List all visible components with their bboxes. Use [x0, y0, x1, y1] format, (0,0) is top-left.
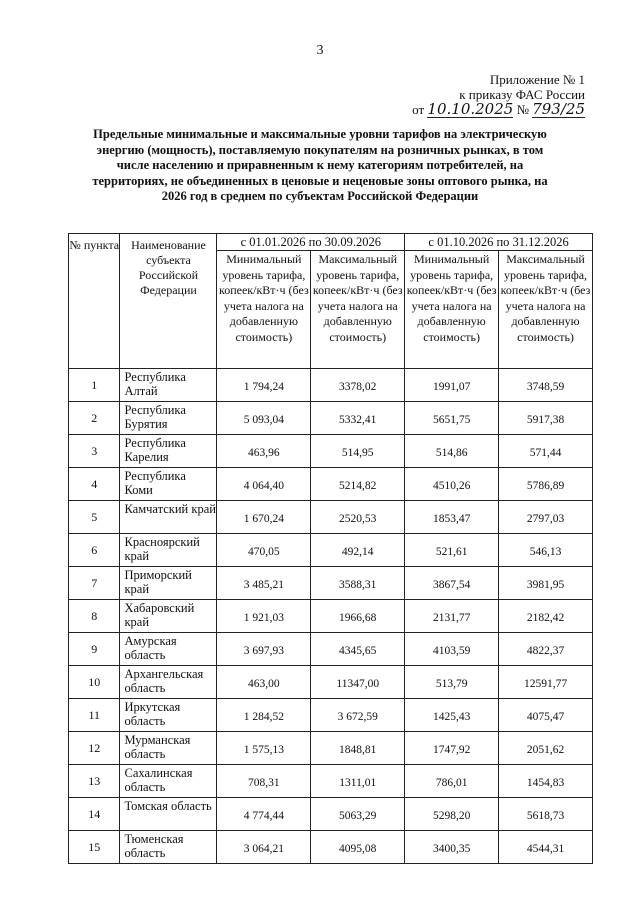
- page-number: 3: [316, 43, 324, 58]
- max-tariff-period-2: 2051,62: [499, 732, 593, 765]
- min-tariff-period-2: 4510,26: [405, 468, 499, 501]
- min-tariff-period-1: 3 697,93: [217, 633, 311, 666]
- max-tariff-period-1: 5332,41: [311, 402, 405, 435]
- header-max-period-1: Максимальный уровень тарифа, копеек/кВт·ч (без учета налога на добавленную стоимость): [311, 251, 405, 369]
- table-row: [69, 369, 593, 402]
- min-tariff-period-2: 1425,43: [405, 699, 499, 732]
- min-tariff-period-1: 1 921,03: [217, 600, 311, 633]
- max-tariff-period-2: 5618,73: [499, 798, 593, 831]
- region-name: Республика Карелия: [120, 435, 217, 468]
- min-tariff-period-1: 708,31: [217, 765, 311, 798]
- header-region-name: Наименование субъекта Российской Федерации: [120, 234, 217, 369]
- handwritten-number: 793/25: [532, 100, 585, 118]
- min-tariff-period-1: 3 064,21: [217, 831, 311, 864]
- min-tariff-period-2: 3400,35: [405, 831, 499, 864]
- table-row: [69, 402, 593, 435]
- min-tariff-period-2: 1747,92: [405, 732, 499, 765]
- row-number: 15: [69, 831, 120, 864]
- row-number: 2: [69, 402, 120, 435]
- max-tariff-period-1: 1848,81: [311, 732, 405, 765]
- table-row: [69, 798, 593, 831]
- min-tariff-period-2: 513,79: [405, 666, 499, 699]
- min-tariff-period-1: 1 575,13: [217, 732, 311, 765]
- max-tariff-period-2: 2182,42: [499, 600, 593, 633]
- table-row: [69, 501, 593, 534]
- row-number: 14: [69, 798, 120, 831]
- table-row: [69, 831, 593, 864]
- region-name: Архангельская область: [120, 666, 217, 699]
- min-tariff-period-2: 1853,47: [405, 501, 499, 534]
- min-tariff-period-1: 4 774,44: [217, 798, 311, 831]
- number-prefix: №: [516, 102, 529, 117]
- table-row: [69, 732, 593, 765]
- header-number: № пункта: [69, 234, 120, 369]
- min-tariff-period-2: 521,61: [405, 534, 499, 567]
- max-tariff-period-2: 4822,37: [499, 633, 593, 666]
- min-tariff-period-1: 463,96: [217, 435, 311, 468]
- header-min-period-1: Минимальный уровень тарифа, копеек/кВт·ч (без учета налога на добавленную стоимость): [217, 251, 311, 369]
- max-tariff-period-1: 1311,01: [311, 765, 405, 798]
- header-period-2: с 01.10.2026 по 31.12.2026: [405, 234, 593, 251]
- max-tariff-period-1: 4345,65: [311, 633, 405, 666]
- row-number: 9: [69, 633, 120, 666]
- table-row: [69, 633, 593, 666]
- min-tariff-period-1: 4 064,40: [217, 468, 311, 501]
- min-tariff-period-1: 1 794,24: [217, 369, 311, 402]
- header-max-period-2: Максимальный уровень тарифа, копеек/кВт·ч (без учета налога на добавленную стоимость): [499, 251, 593, 369]
- region-name: Хабаровский край: [120, 600, 217, 633]
- max-tariff-period-1: 3 672,59: [311, 699, 405, 732]
- max-tariff-period-1: 5214,82: [311, 468, 405, 501]
- region-name: Иркутская область: [120, 699, 217, 732]
- table-body: [69, 369, 593, 864]
- row-number: 1: [69, 369, 120, 402]
- min-tariff-period-1: 3 485,21: [217, 567, 311, 600]
- min-tariff-period-1: 1 670,24: [217, 501, 311, 534]
- max-tariff-period-1: 1966,68: [311, 600, 405, 633]
- row-number: 7: [69, 567, 120, 600]
- max-tariff-period-2: 5917,38: [499, 402, 593, 435]
- max-tariff-period-2: 571,44: [499, 435, 593, 468]
- min-tariff-period-2: 514,86: [405, 435, 499, 468]
- handwritten-date: 10.10.2025: [427, 100, 514, 118]
- region-name: Амурская область: [120, 633, 217, 666]
- max-tariff-period-1: 514,95: [311, 435, 405, 468]
- max-tariff-period-2: 3748,59: [499, 369, 593, 402]
- max-tariff-period-1: 3588,31: [311, 567, 405, 600]
- date-prefix: от: [412, 102, 425, 117]
- row-number: 5: [69, 501, 120, 534]
- table-row: [69, 468, 593, 501]
- max-tariff-period-2: 12591,77: [499, 666, 593, 699]
- row-number: 4: [69, 468, 120, 501]
- min-tariff-period-2: 4103,59: [405, 633, 499, 666]
- max-tariff-period-1: 4095,08: [311, 831, 405, 864]
- max-tariff-period-2: 4075,47: [499, 699, 593, 732]
- appendix-date-line: [412, 102, 585, 118]
- row-number: 11: [69, 699, 120, 732]
- table-row: [69, 666, 593, 699]
- region-name: Республика Коми: [120, 468, 217, 501]
- row-number: 10: [69, 666, 120, 699]
- max-tariff-period-1: 3378,02: [311, 369, 405, 402]
- row-number: 3: [69, 435, 120, 468]
- row-number: 8: [69, 600, 120, 633]
- row-number: 6: [69, 534, 120, 567]
- region-name: Камчатский край: [120, 501, 217, 534]
- max-tariff-period-2: 546,13: [499, 534, 593, 567]
- min-tariff-period-1: 463,00: [217, 666, 311, 699]
- min-tariff-period-2: 5298,20: [405, 798, 499, 831]
- row-number: 12: [69, 732, 120, 765]
- table-row: [69, 567, 593, 600]
- min-tariff-period-2: 5651,75: [405, 402, 499, 435]
- row-number: 13: [69, 765, 120, 798]
- region-name: Приморский край: [120, 567, 217, 600]
- appendix-block: [412, 72, 585, 118]
- min-tariff-period-2: 3867,54: [405, 567, 499, 600]
- table-row: [69, 765, 593, 798]
- table-row: [69, 699, 593, 732]
- min-tariff-period-1: 1 284,52: [217, 699, 311, 732]
- document-title: Предельные минимальные и максимальные уровни тарифов на электрическую энергию (мощность), поставляемую покупателям на розничных рынках, в том числе населению и приравненным к нему категориям потребителей, на территориях, не объединенных в ценовые и неценовые зоны оптового рынка, на 2026 год в среднем по субъектам Российской Федерации: [92, 127, 548, 204]
- max-tariff-period-2: 1454,83: [499, 765, 593, 798]
- table-row: [69, 435, 593, 468]
- region-name: Республика Бурятия: [120, 402, 217, 435]
- min-tariff-period-2: 1991,07: [405, 369, 499, 402]
- region-name: Сахалинская область: [120, 765, 217, 798]
- min-tariff-period-1: 470,05: [217, 534, 311, 567]
- table-row: [69, 534, 593, 567]
- region-name: Красноярский край: [120, 534, 217, 567]
- header-period-1: с 01.01.2026 по 30.09.2026: [217, 234, 405, 251]
- appendix-order-ref: к приказу ФАС России: [459, 87, 585, 102]
- region-name: Республика Алтай: [120, 369, 217, 402]
- min-tariff-period-1: 5 093,04: [217, 402, 311, 435]
- max-tariff-period-2: 5786,89: [499, 468, 593, 501]
- min-tariff-period-2: 786,01: [405, 765, 499, 798]
- max-tariff-period-1: 2520,53: [311, 501, 405, 534]
- appendix-title: Приложение № 1: [489, 72, 585, 87]
- region-name: Мурманская область: [120, 732, 217, 765]
- max-tariff-period-1: 492,14: [311, 534, 405, 567]
- region-name: Томская область: [120, 798, 217, 831]
- max-tariff-period-1: 11347,00: [311, 666, 405, 699]
- max-tariff-period-2: 2797,03: [499, 501, 593, 534]
- region-name: Тюменская область: [120, 831, 217, 864]
- max-tariff-period-2: 3981,95: [499, 567, 593, 600]
- tariff-table: [68, 233, 593, 864]
- max-tariff-period-1: 5063,29: [311, 798, 405, 831]
- header-min-period-2: Минимальный уровень тарифа, копеек/кВт·ч (без учета налога на добавленную стоимость): [405, 251, 499, 369]
- table-row: [69, 600, 593, 633]
- min-tariff-period-2: 2131,77: [405, 600, 499, 633]
- max-tariff-period-2: 4544,31: [499, 831, 593, 864]
